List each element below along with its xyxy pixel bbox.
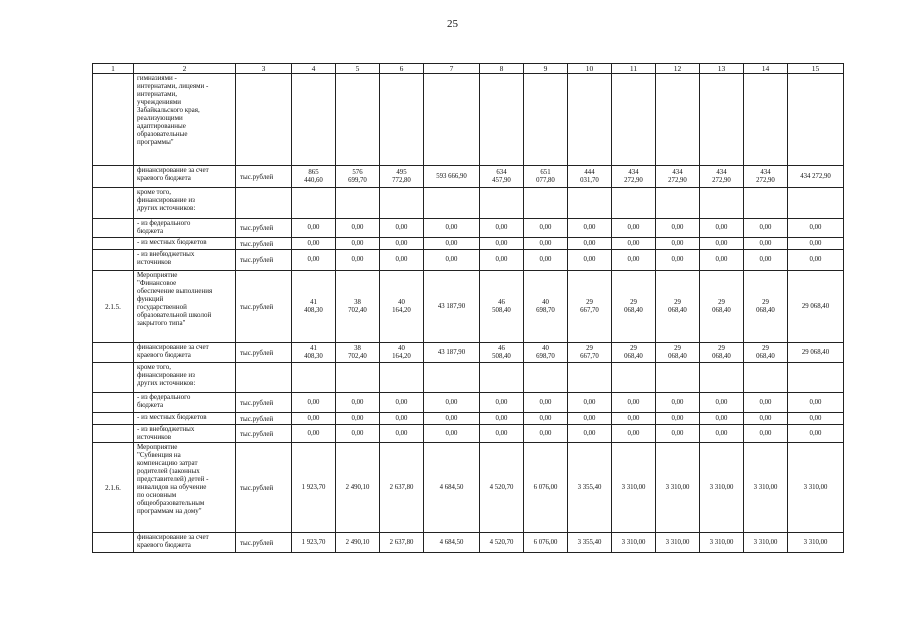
- table-row: [93, 219, 844, 238]
- table-row: [93, 250, 844, 271]
- column-number-header: 9: [524, 64, 568, 74]
- column-number-header: 8: [480, 64, 524, 74]
- value-cell: [700, 188, 744, 219]
- value-cell: 0,00: [612, 413, 656, 425]
- value-cell: 0,00: [656, 238, 700, 250]
- value-cell: 634 457,90: [480, 166, 524, 188]
- value-cell: 651 077,80: [524, 166, 568, 188]
- value-cell: 0,00: [480, 425, 524, 443]
- item-number-cell: [93, 363, 134, 393]
- value-cell: 0,00: [524, 219, 568, 238]
- value-cell: 865 440,60: [292, 166, 336, 188]
- value-cell: [424, 363, 480, 393]
- value-cell: 0,00: [336, 425, 380, 443]
- row-description: финансирование за счет краевого бюджета: [134, 533, 236, 553]
- value-cell: 0,00: [480, 250, 524, 271]
- column-number-header: 10: [568, 64, 612, 74]
- value-cell: 0,00: [788, 425, 844, 443]
- value-cell: 0,00: [380, 425, 424, 443]
- column-number-header: 12: [656, 64, 700, 74]
- value-cell: 40 698,70: [524, 271, 568, 343]
- value-cell: 29 068,40: [656, 271, 700, 343]
- column-number-header: 15: [788, 64, 844, 74]
- page-number: 25: [447, 18, 458, 30]
- value-cell: 2 490,10: [336, 533, 380, 553]
- column-number-header: 13: [700, 64, 744, 74]
- unit-cell: [236, 74, 292, 166]
- table-row: [93, 343, 844, 363]
- value-cell: [292, 188, 336, 219]
- value-cell: 29 068,40: [700, 271, 744, 343]
- value-cell: 0,00: [568, 413, 612, 425]
- value-cell: 0,00: [424, 393, 480, 413]
- value-cell: 2 637,80: [380, 443, 424, 533]
- table-row: [93, 166, 844, 188]
- value-cell: 0,00: [524, 413, 568, 425]
- column-number-header: 14: [744, 64, 788, 74]
- row-description: - из местных бюджетов: [134, 413, 236, 425]
- value-cell: 41 408,30: [292, 271, 336, 343]
- table-row: [93, 74, 844, 166]
- value-cell: 0,00: [336, 413, 380, 425]
- value-cell: 29 068,40: [700, 343, 744, 363]
- value-cell: 3 310,00: [744, 443, 788, 533]
- value-cell: 46 508,40: [480, 343, 524, 363]
- value-cell: 0,00: [612, 250, 656, 271]
- value-cell: [524, 363, 568, 393]
- value-cell: 434 272,90: [744, 166, 788, 188]
- value-cell: [380, 74, 424, 166]
- value-cell: 29 068,40: [744, 343, 788, 363]
- value-cell: 29 068,40: [788, 343, 844, 363]
- value-cell: 0,00: [568, 250, 612, 271]
- value-cell: 3 310,00: [700, 443, 744, 533]
- column-number-header: 3: [236, 64, 292, 74]
- value-cell: 29 068,40: [744, 271, 788, 343]
- value-cell: 29 068,40: [656, 343, 700, 363]
- unit-cell: тыс.рублей: [236, 219, 292, 238]
- unit-cell: [236, 363, 292, 393]
- row-description: Мероприятие "Субвенция на компенсацию затрат родителей (законных представителей) детей - инвалидов на обучение по основным общеобразовательным программам на дому": [134, 443, 236, 533]
- value-cell: 0,00: [292, 238, 336, 250]
- column-number-header: 2: [134, 64, 236, 74]
- value-cell: 29 667,70: [568, 271, 612, 343]
- unit-cell: тыс.рублей: [236, 343, 292, 363]
- value-cell: 434 272,90: [700, 166, 744, 188]
- column-number-header: 7: [424, 64, 480, 74]
- value-cell: 38 702,40: [336, 271, 380, 343]
- value-cell: 0,00: [744, 425, 788, 443]
- value-cell: [568, 363, 612, 393]
- value-cell: 0,00: [292, 425, 336, 443]
- header-row: [93, 64, 844, 74]
- table-row: [93, 443, 844, 533]
- table-row: [93, 271, 844, 343]
- item-number-cell: [93, 74, 134, 166]
- value-cell: 2 490,10: [336, 443, 380, 533]
- item-number-cell: [93, 219, 134, 238]
- value-cell: 43 187,90: [424, 343, 480, 363]
- value-cell: 576 699,70: [336, 166, 380, 188]
- unit-cell: тыс.рублей: [236, 413, 292, 425]
- value-cell: 40 698,70: [524, 343, 568, 363]
- value-cell: 0,00: [788, 393, 844, 413]
- value-cell: [788, 74, 844, 166]
- value-cell: [380, 188, 424, 219]
- value-cell: 434 272,90: [612, 166, 656, 188]
- value-cell: [700, 74, 744, 166]
- value-cell: 0,00: [612, 393, 656, 413]
- item-number-cell: [93, 238, 134, 250]
- column-number-header: 4: [292, 64, 336, 74]
- value-cell: 0,00: [480, 393, 524, 413]
- unit-cell: тыс.рублей: [236, 166, 292, 188]
- value-cell: 0,00: [292, 393, 336, 413]
- unit-cell: тыс.рублей: [236, 533, 292, 553]
- value-cell: 29 667,70: [568, 343, 612, 363]
- value-cell: 3 310,00: [700, 533, 744, 553]
- value-cell: 0,00: [612, 219, 656, 238]
- value-cell: [480, 188, 524, 219]
- value-cell: 0,00: [656, 413, 700, 425]
- row-description: - из внебюджетных источников: [134, 250, 236, 271]
- value-cell: 0,00: [700, 413, 744, 425]
- value-cell: [424, 74, 480, 166]
- value-cell: [744, 74, 788, 166]
- value-cell: 0,00: [568, 238, 612, 250]
- budget-table: [92, 63, 844, 553]
- value-cell: 3 310,00: [656, 443, 700, 533]
- value-cell: [568, 74, 612, 166]
- value-cell: 0,00: [788, 219, 844, 238]
- value-cell: [700, 363, 744, 393]
- value-cell: 3 355,40: [568, 533, 612, 553]
- value-cell: 0,00: [524, 238, 568, 250]
- value-cell: [336, 363, 380, 393]
- value-cell: 0,00: [656, 250, 700, 271]
- table-row: [93, 533, 844, 553]
- table-row: [93, 238, 844, 250]
- value-cell: 4 520,70: [480, 533, 524, 553]
- value-cell: 0,00: [424, 425, 480, 443]
- value-cell: 3 310,00: [788, 533, 844, 553]
- value-cell: [380, 363, 424, 393]
- value-cell: 0,00: [424, 219, 480, 238]
- row-description: финансирование за счет краевого бюджета: [134, 166, 236, 188]
- value-cell: 0,00: [744, 238, 788, 250]
- value-cell: 29 068,40: [788, 271, 844, 343]
- item-number-cell: [93, 250, 134, 271]
- item-number-cell: [93, 166, 134, 188]
- value-cell: 0,00: [524, 250, 568, 271]
- value-cell: 6 076,00: [524, 533, 568, 553]
- value-cell: [480, 74, 524, 166]
- value-cell: 0,00: [424, 250, 480, 271]
- table-row: [93, 363, 844, 393]
- value-cell: [788, 188, 844, 219]
- unit-cell: тыс.рублей: [236, 271, 292, 343]
- value-cell: 0,00: [788, 413, 844, 425]
- value-cell: 41 408,30: [292, 343, 336, 363]
- column-number-header: 11: [612, 64, 656, 74]
- value-cell: 1 923,70: [292, 443, 336, 533]
- value-cell: [612, 363, 656, 393]
- value-cell: 0,00: [700, 219, 744, 238]
- row-description: - из внебюджетных источников: [134, 425, 236, 443]
- value-cell: 46 508,40: [480, 271, 524, 343]
- value-cell: 0,00: [292, 219, 336, 238]
- value-cell: 0,00: [336, 250, 380, 271]
- value-cell: 0,00: [656, 219, 700, 238]
- value-cell: 0,00: [380, 413, 424, 425]
- item-number-cell: [93, 533, 134, 553]
- value-cell: [744, 188, 788, 219]
- item-number-cell: [93, 425, 134, 443]
- value-cell: 0,00: [744, 393, 788, 413]
- value-cell: 2 637,80: [380, 533, 424, 553]
- value-cell: 3 310,00: [744, 533, 788, 553]
- value-cell: 0,00: [700, 250, 744, 271]
- value-cell: [424, 188, 480, 219]
- value-cell: [656, 188, 700, 219]
- value-cell: 0,00: [292, 250, 336, 271]
- table-body: [93, 64, 844, 553]
- value-cell: [336, 74, 380, 166]
- value-cell: 0,00: [744, 219, 788, 238]
- value-cell: 0,00: [292, 413, 336, 425]
- value-cell: [788, 363, 844, 393]
- value-cell: 0,00: [524, 393, 568, 413]
- value-cell: [480, 363, 524, 393]
- value-cell: 593 666,90: [424, 166, 480, 188]
- column-number-header: 5: [336, 64, 380, 74]
- value-cell: 0,00: [336, 393, 380, 413]
- table-row: [93, 393, 844, 413]
- value-cell: [656, 363, 700, 393]
- value-cell: 38 702,40: [336, 343, 380, 363]
- row-description: - из федерального бюджета: [134, 219, 236, 238]
- value-cell: 0,00: [744, 413, 788, 425]
- row-description: кроме того, финансирование из других источников:: [134, 188, 236, 219]
- row-description: кроме того, финансирование из других источников:: [134, 363, 236, 393]
- value-cell: 3 310,00: [612, 533, 656, 553]
- value-cell: 434 272,90: [788, 166, 844, 188]
- value-cell: 0,00: [480, 413, 524, 425]
- unit-cell: тыс.рублей: [236, 250, 292, 271]
- value-cell: 434 272,90: [656, 166, 700, 188]
- value-cell: 3 310,00: [788, 443, 844, 533]
- unit-cell: тыс.рублей: [236, 443, 292, 533]
- value-cell: 40 164,20: [380, 343, 424, 363]
- value-cell: 0,00: [788, 250, 844, 271]
- row-description: гимназиями - интернатами, лицеями - интернатами, учреждениями Забайкальского края, реализующими адаптированные образовательные программы": [134, 74, 236, 166]
- value-cell: 0,00: [480, 219, 524, 238]
- value-cell: 4 684,50: [424, 533, 480, 553]
- column-number-header: 6: [380, 64, 424, 74]
- value-cell: 0,00: [336, 238, 380, 250]
- value-cell: [656, 74, 700, 166]
- table-row: [93, 188, 844, 219]
- row-description: - из федерального бюджета: [134, 393, 236, 413]
- value-cell: 444 031,70: [568, 166, 612, 188]
- value-cell: 0,00: [700, 425, 744, 443]
- item-number-cell: [93, 413, 134, 425]
- value-cell: 0,00: [744, 250, 788, 271]
- value-cell: [336, 188, 380, 219]
- value-cell: 0,00: [424, 413, 480, 425]
- unit-cell: [236, 188, 292, 219]
- item-number-cell: 2.1.5.: [93, 271, 134, 343]
- value-cell: 0,00: [568, 219, 612, 238]
- table-row: [93, 413, 844, 425]
- table-row: [93, 425, 844, 443]
- value-cell: 0,00: [480, 238, 524, 250]
- value-cell: 0,00: [656, 393, 700, 413]
- row-description: финансирование за счет краевого бюджета: [134, 343, 236, 363]
- value-cell: 0,00: [524, 425, 568, 443]
- value-cell: 0,00: [700, 393, 744, 413]
- value-cell: 0,00: [336, 219, 380, 238]
- value-cell: [568, 188, 612, 219]
- value-cell: 6 076,00: [524, 443, 568, 533]
- column-number-header: 1: [93, 64, 134, 74]
- value-cell: 29 068,40: [612, 271, 656, 343]
- item-number-cell: [93, 188, 134, 219]
- value-cell: 0,00: [568, 393, 612, 413]
- value-cell: [744, 363, 788, 393]
- value-cell: 0,00: [700, 238, 744, 250]
- value-cell: 1 923,70: [292, 533, 336, 553]
- value-cell: 0,00: [568, 425, 612, 443]
- value-cell: [292, 74, 336, 166]
- row-description: - из местных бюджетов: [134, 238, 236, 250]
- unit-cell: тыс.рублей: [236, 238, 292, 250]
- value-cell: 40 164,20: [380, 271, 424, 343]
- value-cell: 3 310,00: [612, 443, 656, 533]
- value-cell: 3 355,40: [568, 443, 612, 533]
- value-cell: [292, 363, 336, 393]
- value-cell: [612, 188, 656, 219]
- value-cell: 29 068,40: [612, 343, 656, 363]
- item-number-cell: 2.1.6.: [93, 443, 134, 533]
- unit-cell: тыс.рублей: [236, 393, 292, 413]
- value-cell: 495 772,80: [380, 166, 424, 188]
- value-cell: 0,00: [656, 425, 700, 443]
- row-description: Мероприятие "Финансовое обеспечение выполнения функций государственной образовательной школой закрытого типа": [134, 271, 236, 343]
- value-cell: 43 187,90: [424, 271, 480, 343]
- value-cell: [612, 74, 656, 166]
- value-cell: 0,00: [380, 219, 424, 238]
- value-cell: 0,00: [788, 238, 844, 250]
- value-cell: 0,00: [380, 393, 424, 413]
- item-number-cell: [93, 343, 134, 363]
- value-cell: 0,00: [424, 238, 480, 250]
- value-cell: 0,00: [612, 425, 656, 443]
- unit-cell: тыс.рублей: [236, 425, 292, 443]
- value-cell: 4 684,50: [424, 443, 480, 533]
- value-cell: 3 310,00: [656, 533, 700, 553]
- value-cell: [524, 74, 568, 166]
- value-cell: 0,00: [380, 238, 424, 250]
- value-cell: 0,00: [612, 238, 656, 250]
- value-cell: 0,00: [380, 250, 424, 271]
- value-cell: 4 520,70: [480, 443, 524, 533]
- value-cell: [524, 188, 568, 219]
- item-number-cell: [93, 393, 134, 413]
